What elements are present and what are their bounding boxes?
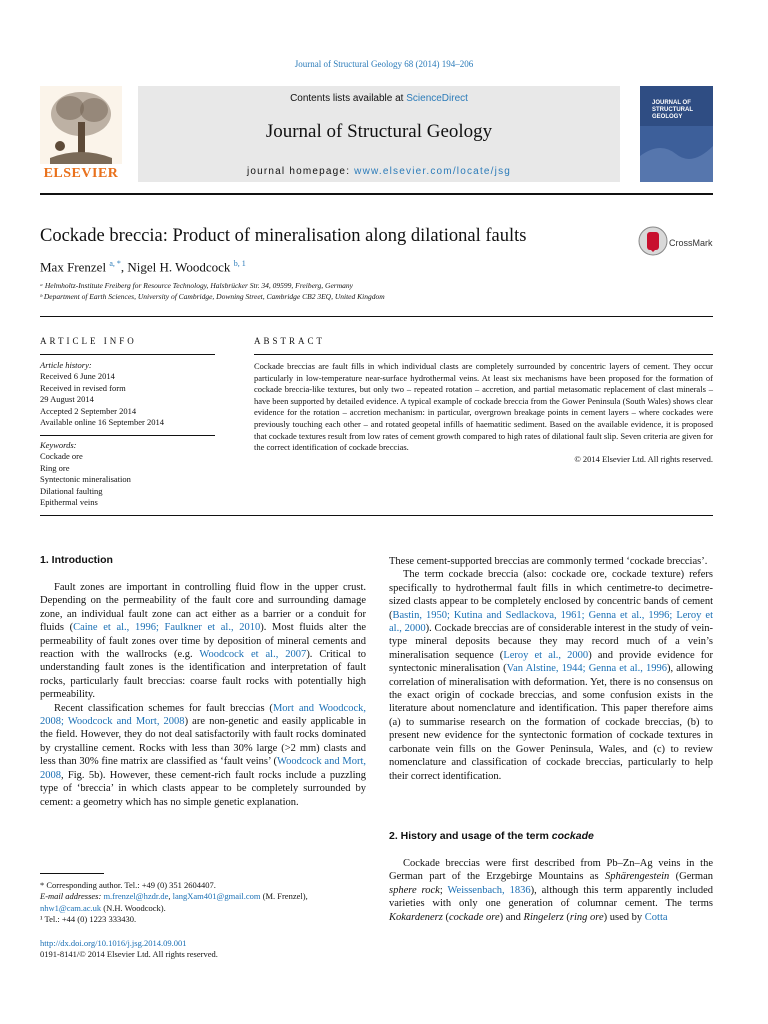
text-run: ; bbox=[439, 884, 448, 896]
author-name[interactable]: Max Frenzel bbox=[40, 259, 107, 275]
header-rule bbox=[40, 193, 713, 195]
text-run: The term cockade breccia (also: cockade ore, cockade texture) refers specifically to hydrothermal fault fills in which centimetre-to decimetre-sized clasts appear to be completely enclosed by concentric bands of cement ( bbox=[389, 569, 713, 621]
paragraph bbox=[389, 555, 713, 568]
homepage-prefix: journal homepage: bbox=[246, 166, 355, 177]
title-rule bbox=[40, 316, 713, 317]
affiliation-a: ᵃ Helmholtz-Institute Freiberg for Resource Technology, Halsbrücker Str. 34, 09599, Freiberg, Germany bbox=[40, 281, 353, 290]
citation-link[interactable]: Caine et al., 1996; Faulkner et al., 2010 bbox=[73, 622, 261, 634]
text-run: ). Critical to understanding fault zones is the identification and interpretation of fault rocks, particularly fault breccias: coarse fault rocks with potentially high permeability. bbox=[40, 649, 367, 701]
emphasis-text: sphere rock bbox=[389, 884, 440, 896]
contents-line bbox=[138, 93, 620, 104]
paragraph bbox=[40, 702, 366, 809]
paragraph bbox=[389, 568, 713, 783]
sciencedirect-link[interactable]: ScienceDirect bbox=[406, 93, 468, 104]
abstract-rule bbox=[254, 354, 713, 355]
text-run: ) and bbox=[499, 911, 524, 923]
crossmark-icon[interactable] bbox=[638, 226, 668, 256]
text-run: ( bbox=[442, 911, 449, 923]
keyword: Ring ore bbox=[40, 462, 70, 473]
text-run: Recent classification schemes for fault breccias ( bbox=[54, 702, 273, 714]
history-title-prefix: 2. History and usage of the term bbox=[389, 830, 552, 842]
emphasis-text: Sphärengestein bbox=[604, 871, 670, 883]
author-name[interactable]: Nigel H. Woodcock bbox=[127, 259, 231, 275]
email-separator: , bbox=[168, 891, 173, 902]
history-item: Received in revised form bbox=[40, 382, 126, 393]
section-heading-introduction: 1. Introduction bbox=[40, 554, 113, 566]
crossmark-label[interactable]: CrossMark bbox=[669, 238, 713, 248]
contents-prefix: Contents lists available at bbox=[290, 93, 407, 104]
info-rule bbox=[40, 354, 215, 355]
citation-link[interactable]: Bastin, 1950; Kutina and Sedlackova, 1961; Genna et al., 1996; Leroy et al., 2000 bbox=[389, 609, 713, 635]
citation-link[interactable]: Woodcock and Mort, 2008 bbox=[40, 756, 366, 781]
citation-link[interactable]: Woodcock et al., 2007 bbox=[199, 649, 307, 661]
keywords-rule bbox=[40, 435, 215, 436]
article-info-heading: ARTICLE INFO bbox=[40, 336, 137, 346]
homepage-link[interactable]: www.elsevier.com/locate/jsg bbox=[354, 166, 512, 177]
text-run: Fault zones are important in controlling fluid flow in the upper crust. Depending on the permeability of the fault core and surrounding damage zone, an individual fault zone can act either as a barrier or a conduit for fluids ( bbox=[40, 582, 366, 634]
abstract-heading: ABSTRACT bbox=[254, 336, 326, 346]
text-run: ) and provide evidence for syntectonic mineralisation ( bbox=[389, 649, 713, 675]
keyword: Dilational faulting bbox=[40, 485, 103, 496]
keyword: Syntectonic mineralisation bbox=[40, 474, 131, 485]
paragraph bbox=[40, 581, 366, 702]
emphasis-text: cockade ore bbox=[448, 911, 500, 923]
cover-title: JOURNAL OF STRUCTURAL GEOLOGY bbox=[652, 100, 693, 120]
keywords-block bbox=[40, 440, 215, 508]
text-run: ), although this term apparently included varieties with only one generation of columnar cement. The terms bbox=[389, 884, 713, 910]
article-history bbox=[40, 360, 215, 428]
citation-link[interactable]: Van Alstine, 1944; Genna et al., 1996 bbox=[506, 663, 667, 675]
email-label: E-mail addresses: bbox=[40, 891, 104, 902]
email-link[interactable]: langXam401@gmail.com bbox=[172, 891, 261, 902]
keywords-label: Keywords: bbox=[40, 440, 77, 450]
history-item: Received 6 June 2014 bbox=[40, 371, 115, 382]
keyword: Epithermal veins bbox=[40, 497, 98, 508]
email-owner: (M. Frenzel), bbox=[260, 891, 308, 902]
affiliation-b: ᵇ Department of Earth Sciences, University of Cambridge, Downing Street, Cambridge CB2 3EQ, United Kingdom bbox=[40, 292, 385, 301]
history-title-term: cockade bbox=[551, 830, 594, 842]
email-note bbox=[40, 891, 366, 914]
doi-link[interactable]: http://dx.doi.org/10.1016/j.jsg.2014.09.001 bbox=[40, 938, 187, 948]
author-list bbox=[40, 259, 246, 275]
paragraph bbox=[389, 857, 713, 924]
text-run: These cement-supported breccias are commonly termed ‘cockade breccias’. bbox=[389, 556, 708, 567]
citation-link[interactable]: Mort and Woodcock, 2008; Woodcock and Mort, 2008 bbox=[40, 702, 366, 728]
history-item: 29 August 2014 bbox=[40, 394, 94, 405]
text-run: ). Most fluids alter the permeability of fault zones over time by deposition of mineral cements and reaction with the wallrocks (e.g. bbox=[40, 622, 366, 661]
journal-homepage bbox=[138, 166, 620, 177]
article-title: Cockade breccia: Product of mineralisation along dilational faults bbox=[40, 226, 527, 246]
email-link[interactable]: m.frenzel@hzdr.de bbox=[103, 891, 169, 902]
email-link[interactable]: nhw1@cam.ac.uk bbox=[40, 902, 102, 913]
author-affiliation-mark[interactable]: a, * bbox=[109, 259, 121, 268]
history-item: Available online 16 September 2014 bbox=[40, 417, 165, 428]
section-heading-history bbox=[389, 830, 594, 842]
abstract bbox=[254, 361, 713, 465]
journal-title: Journal of Structural Geology bbox=[265, 121, 493, 142]
text-run: ( bbox=[563, 911, 570, 923]
abstract-bottom-rule bbox=[40, 515, 713, 516]
corresponding-author-note: * Corresponding author. Tel.: +49 (0) 351 2604407. bbox=[40, 880, 216, 890]
emphasis-text: ring ore bbox=[569, 911, 604, 923]
history-text bbox=[389, 857, 713, 924]
text-run: , Fig. 5b). However, these cement-rich fault rocks include a puzzling type of ‘breccia’ in which clasts appear to be completely surrounded by cement: a geometry which has no simple genetic explanation. bbox=[40, 769, 366, 808]
history-label: Article history: bbox=[40, 360, 92, 370]
abstract-copyright: © 2014 Elsevier Ltd. All rights reserved. bbox=[574, 453, 713, 464]
email-owner: (N.H. Woodcock). bbox=[101, 902, 166, 913]
telephone-note: ¹ Tel.: +44 (0) 1223 333430. bbox=[40, 914, 137, 925]
author-separator: , bbox=[120, 259, 128, 275]
doi-block bbox=[40, 938, 366, 961]
abstract-text: Cockade breccias are fault fills in which individual clasts are completely surrounded by concentric layers of cement. They occur particularly in low-temperature near-surface hydrothermal veins. At least six mechanisms have been proposed for the formation of cockade breccia-like textures, but only two – repeated rotation – accretion, and partial metasomatic replacement of clast minerals – have been supported by detailed evidence. A typical example of cockade breccia from the Gower Peninsula (South Wales) shows clear evidence for the rotation – accretion mechanism: in particular, overgrown breakage points in cement layers – where cockades were previously touching each other – and rotated geopetal infills of haematitic sediment. Based on the available evidence, it is proposed that cockade textures result from low rates of cement growth compared to high rates of dilational fault slip. Seven criteria are given for the correct identification of cockade breccias. bbox=[254, 361, 713, 453]
footnotes bbox=[40, 880, 366, 926]
emphasis-text: Kokardenerz bbox=[389, 911, 443, 923]
text-run: ) are non-genetic and easily applicable in the field. However, they do not deal satisfactorily with fault rocks dominated by crystalline cement. Rocks with less than 30% large (>2 mm) clasts and less than 30% fine matrix are classified as ‘fault veins’ ( bbox=[40, 716, 367, 768]
history-item: Accepted 2 September 2014 bbox=[40, 405, 137, 416]
text-run: ), allowing correlation of mineralisation with deformation. Yet, there is no consensus on the exact origin of cockade breccias, and some confusion exists in the literature about nomenclature and identification. This paper therefore aims (a) to summarise research on the formation of cockade breccias, (b) to present new evidence for the syntectonic formation of cockade textures in carbonate vein fills on the Gower Peninsula, Wales, and (c) to review nomenclature and classification of cockade breccias, particularly to help their correct identification. bbox=[389, 663, 713, 782]
author-affiliation-mark[interactable]: b, 1 bbox=[233, 259, 246, 268]
keyword: Cockade ore bbox=[40, 451, 83, 462]
text-run: Cockade breccias were first described from Pb–Zn–Ag veins in the German part of the Erzgebirge Mountains as bbox=[389, 858, 713, 883]
elsevier-wordmark: ELSEVIER bbox=[43, 166, 119, 181]
citation-link[interactable]: Weissenbach, 1836 bbox=[447, 884, 531, 896]
text-run: (German bbox=[669, 871, 713, 883]
journal-reference[interactable]: Journal of Structural Geology 68 (2014) 194–206 bbox=[294, 59, 474, 69]
citation-link[interactable]: Cotta bbox=[644, 911, 668, 923]
issn-line: 0191-8141/© 2014 Elsevier Ltd. All rights reserved. bbox=[40, 949, 218, 960]
text-run: ). Cockade breccias are of considerable interest in the study of vein-type mineral deposits because they may record much of a vein’s mineralisation sequence ( bbox=[389, 623, 713, 661]
right-column bbox=[389, 555, 713, 783]
left-column bbox=[40, 581, 366, 809]
text-run: ) used by bbox=[603, 911, 645, 923]
footnote-rule bbox=[40, 873, 104, 874]
citation-link[interactable]: Leroy et al., 2000 bbox=[503, 649, 589, 661]
emphasis-text: Ringelerz bbox=[523, 911, 564, 923]
